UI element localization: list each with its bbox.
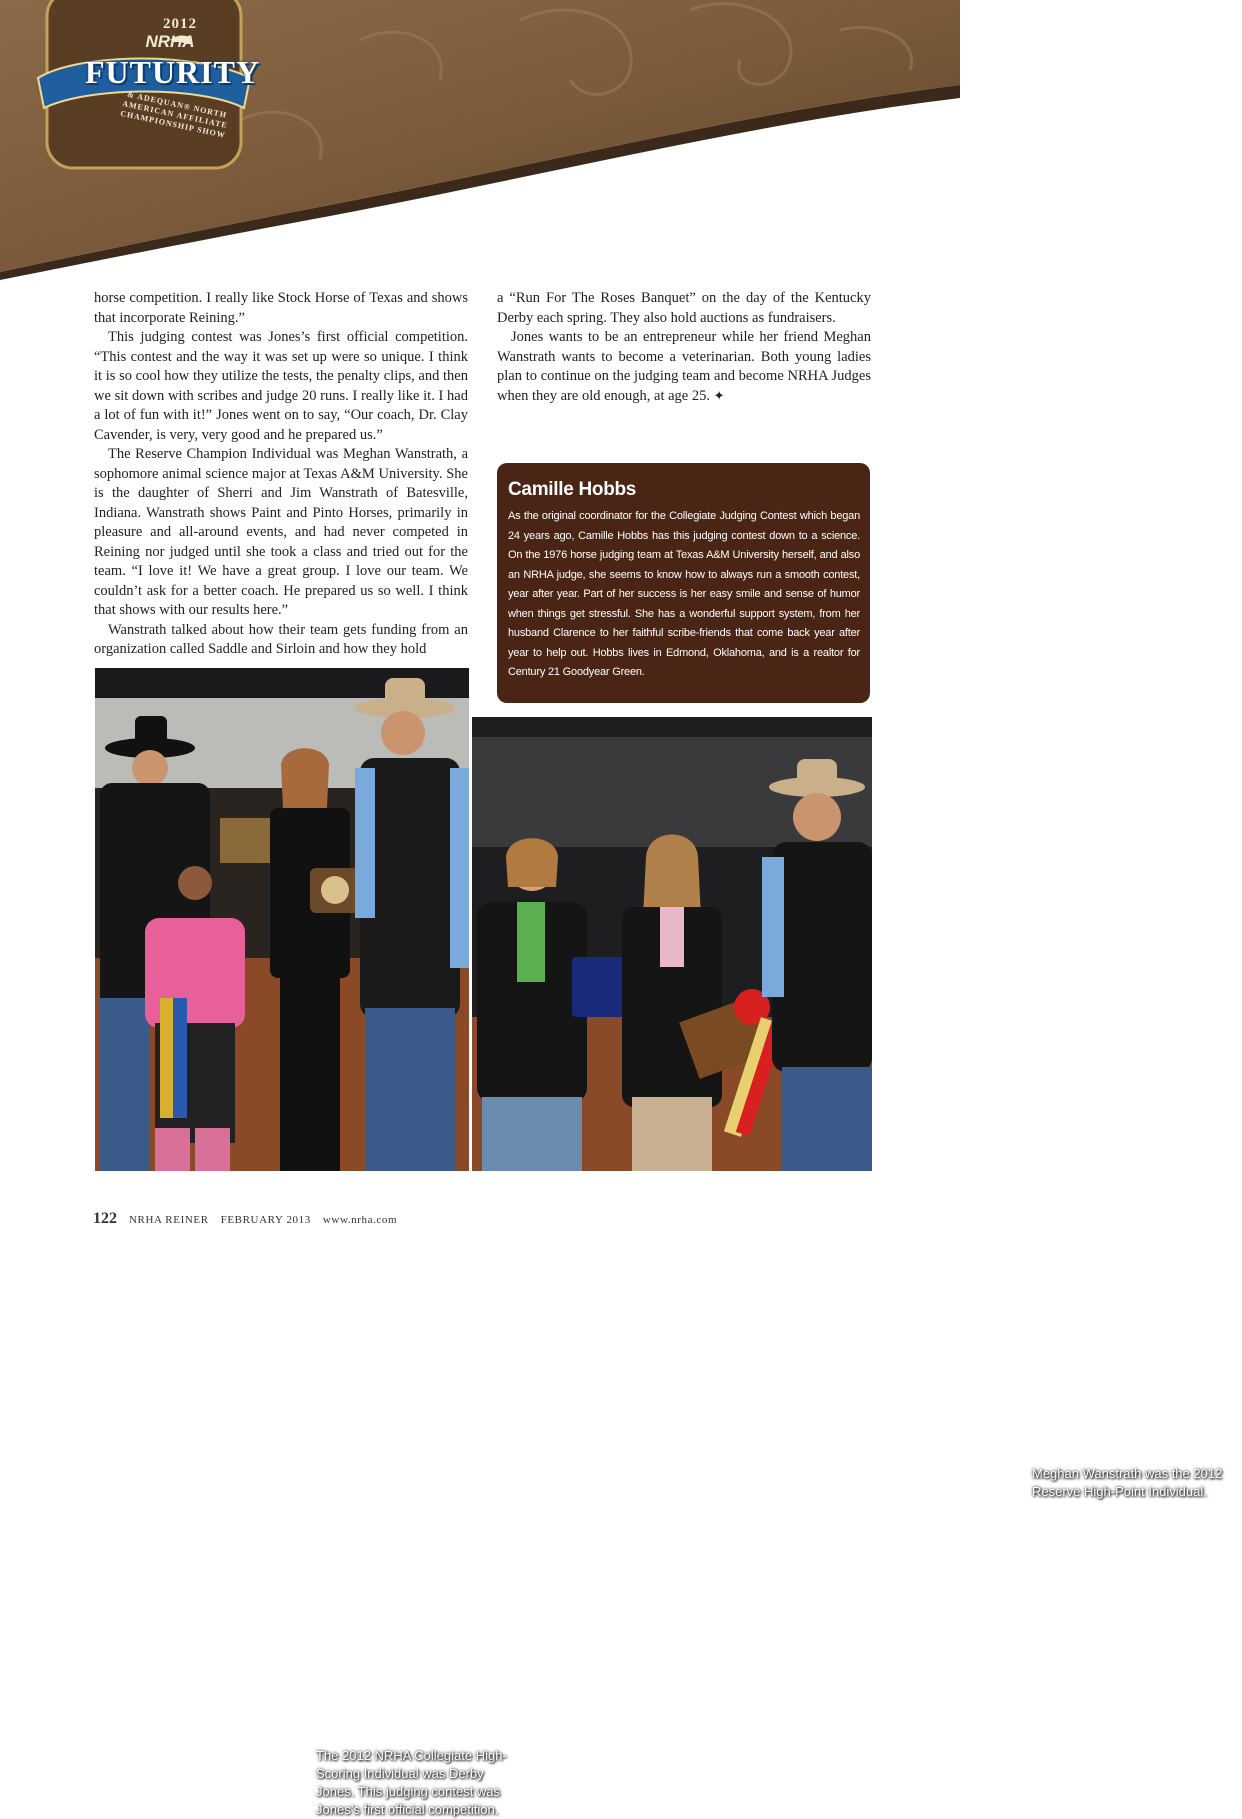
article-paragraph-text: Jones wants to be an entrepreneur while her friend Meghan Wanstrath wants to become a veterinarian. Both young ladies plan to continue on the judging team and become NRHA Judges when they are old enough, at age 25. (497, 329, 871, 404)
article-paragraph: Wanstrath talked about how their team gets funding from an organization called Saddle and Sirloin and how they hold (94, 621, 468, 657)
logo-subtitle: & ADEQUAN® NORTH AMERICAN AFFILIATE CHAMPIONSHIP SHOW (119, 89, 229, 140)
logo-brand: NRHA (145, 32, 195, 51)
sidebar-title: Camille Hobbs (508, 479, 637, 500)
article-paragraph: horse competition. I really like Stock Horse of Texas and shows that incorporate Reining.” (94, 290, 468, 326)
logo-title: FUTURITY (84, 54, 261, 90)
article-paragraph: The Reserve Champion Individual was Meghan Wanstrath, a sophomore animal science major at Texas A&M University. She is the daughter of Sherri and Jim Wanstrath of Batesville, Indiana. Wanstrath shows Paint and Pinto Horses, primarily in pleasure and all-around events, and had never competed in Reining nor judged until she took a class and tried out for the team. “I love it! We have a great group. I love our team. We couldn’t ask for a better coach. He prepared us so well. I think that shows with our results here.” (94, 446, 468, 618)
article-left-column (94, 289, 468, 660)
header-band (0, 0, 960, 280)
end-mark-icon: ✦ (713, 388, 725, 404)
issue-date: FEBRUARY 2013 (220, 1214, 311, 1226)
page-number: 122 (93, 1210, 117, 1227)
article-right-column (497, 289, 871, 406)
article-paragraph: This judging contest was Jones’s first official competition. “This contest and the way it was set up were so unique. I think it is so cool how they utilize the tests, the penalty clips, and then we sit down with scribes and judge 20 runs. I really like it. I had a lot of fun with it!” Jones went on to say, “Our coach, Dr. Clay Cavender, is very, very good and he prepared us.” (94, 329, 468, 443)
website-link[interactable]: www.nrha.com (322, 1214, 398, 1226)
article-paragraph: a “Run For The Roses Banquet” on the day of the Kentucky Derby each spring. They also hold auctions as fundraisers. (497, 290, 871, 326)
photo-right-caption: Meghan Wanstrath was the 2012 Reserve High-Point Individual. (1032, 1466, 1223, 1499)
photo-right (472, 717, 1223, 1499)
sidebar-box (497, 463, 870, 703)
sidebar-body: As the original coordinator for the Collegiate Judging Contest which began 24 years ago, Camille Hobbs has this judging contest down to a science. On the 1976 horse judging team at Texas A&M University herself, and also an NRHA judge, she seems to know how to always run a smooth contest, year after year. Part of her success is her easy smile and sense of humor when things get stressful. She has a wonderful support system, from her husband Clarence to her faithful scribe-friends that come back year after year to help out. Hobbs lives in Edmond, Oklahoma, and is a realtor for Century 21 Goodyear Green. (508, 510, 860, 678)
photo-left-image (95, 668, 469, 1171)
photo-left-caption: The 2012 NRHA Collegiate High-Scoring Individual was Derby Jones. This judging contest was Jones’s first official competition. (316, 1748, 507, 1817)
futurity-logo (30, 0, 261, 170)
photo-right-image (472, 717, 872, 1171)
page-footer (93, 1210, 397, 1232)
article-paragraph (497, 328, 871, 406)
logo-year: 2012 (163, 16, 197, 32)
magazine-name: NRHA REINER (129, 1214, 209, 1226)
